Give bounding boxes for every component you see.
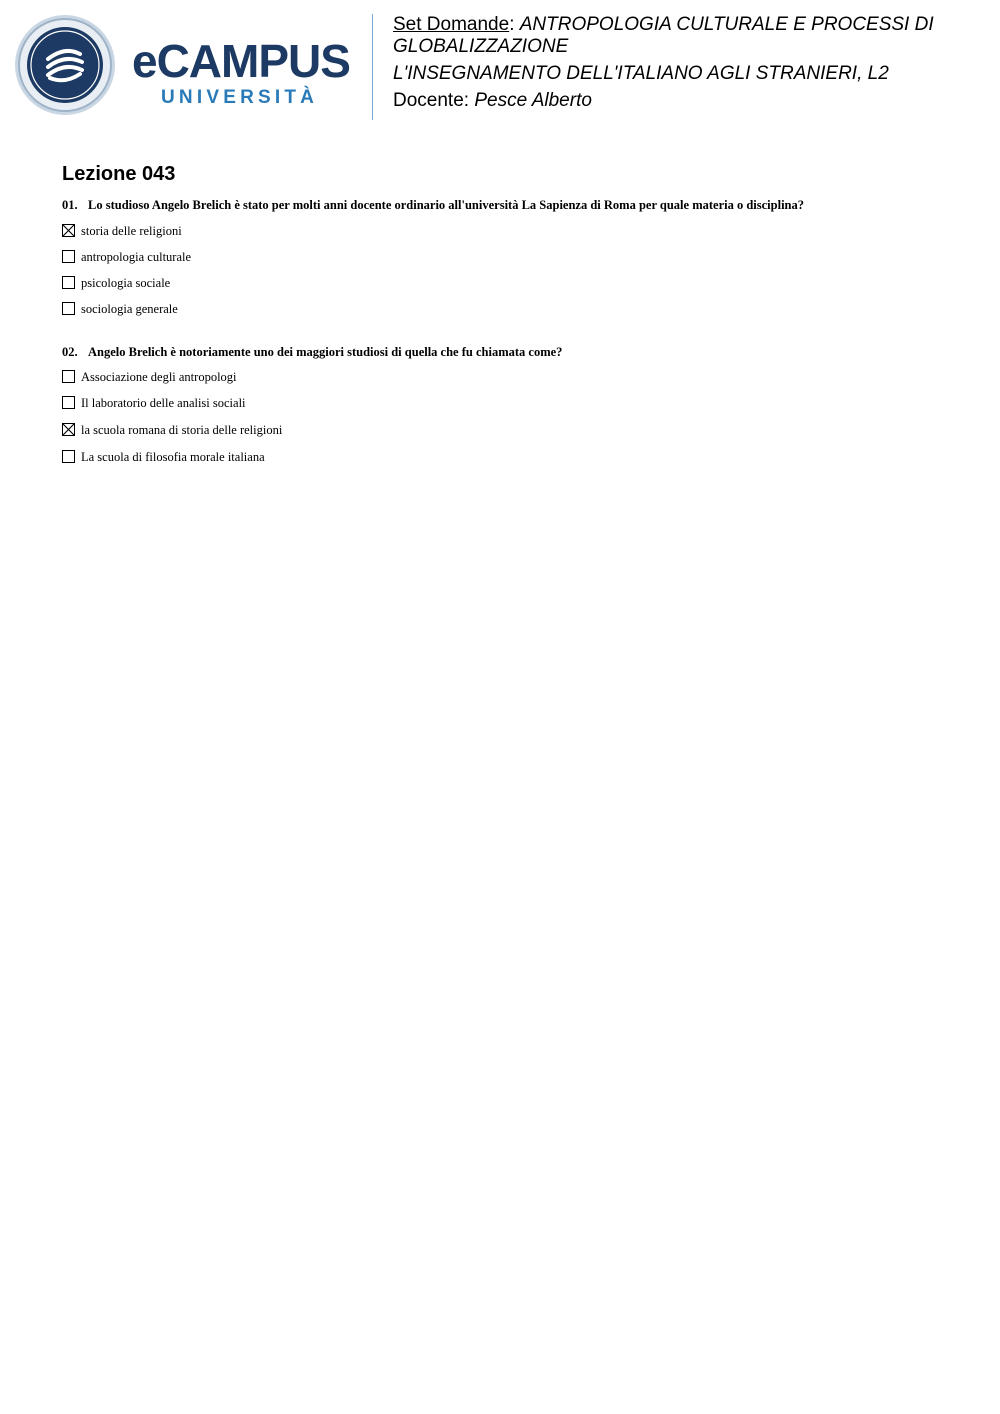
- answer-label: antropologia culturale: [81, 250, 192, 264]
- ecampus-logo: [14, 14, 359, 118]
- logo-subtitle: UNIVERSITÀ: [161, 87, 319, 108]
- set-label: Set Domande: [393, 14, 510, 35]
- set-title-1: ANTROPOLOGIA CULTURALE E PROCESSI DI: [519, 14, 934, 35]
- set-title-2: GLOBALIZZAZIONE: [393, 36, 569, 57]
- logo-wordmark: eCAMPUS: [132, 35, 350, 87]
- docente-name: Pesce Alberto: [474, 90, 592, 111]
- question-text: Angelo Brelich è notoriamente uno dei maggiori studiosi di quella che fu chiamata come?: [88, 345, 563, 359]
- docente-line: [393, 90, 983, 112]
- docente-label: Docente:: [393, 90, 470, 111]
- question-1: [62, 197, 962, 213]
- answer-checkbox[interactable]: [62, 302, 75, 315]
- answer-checkbox[interactable]: [62, 370, 75, 383]
- answer-checkbox[interactable]: [62, 396, 75, 409]
- course-name: L'INSEGNAMENTO DELL'ITALIANO AGLI STRANIERI, L2: [393, 63, 889, 84]
- answer-checkbox[interactable]: [62, 250, 75, 263]
- answer-label: storia delle religioni: [81, 224, 182, 238]
- answer-label: La scuola di filosofia morale italiana: [81, 450, 265, 464]
- answer-checkbox[interactable]: [62, 423, 75, 436]
- answer-label: Associazione degli antropologi: [81, 370, 237, 384]
- answer-checkbox[interactable]: [62, 450, 75, 463]
- answer-label: sociologia generale: [81, 302, 178, 316]
- question-number: 02.: [62, 345, 78, 359]
- answer-label: psicologia sociale: [81, 276, 171, 290]
- answer-label: la scuola romana di storia delle religioni: [81, 423, 283, 437]
- university-seal-icon: [14, 14, 116, 116]
- answer-checkbox[interactable]: [62, 276, 75, 289]
- lesson-title: Lezione 043: [62, 163, 176, 185]
- set-domande-line: Set Domande: ANTROPOLOGIA CULTURALE E PROCESSI DI: [393, 14, 934, 35]
- question-2: [62, 344, 962, 360]
- page-header: [0, 0, 1000, 130]
- check-x-icon: [63, 225, 74, 236]
- answer-label: Il laboratorio delle analisi sociali: [81, 396, 246, 410]
- check-x-icon: [63, 424, 74, 435]
- question-number: 01.: [62, 198, 78, 212]
- header-info: [393, 14, 983, 112]
- question-text: Lo studioso Angelo Brelich è stato per molti anni docente ordinario all'università La Sapienza di Roma per quale materia o disciplina?: [88, 198, 805, 212]
- header-divider: [372, 14, 373, 120]
- answer-checkbox[interactable]: [62, 224, 75, 237]
